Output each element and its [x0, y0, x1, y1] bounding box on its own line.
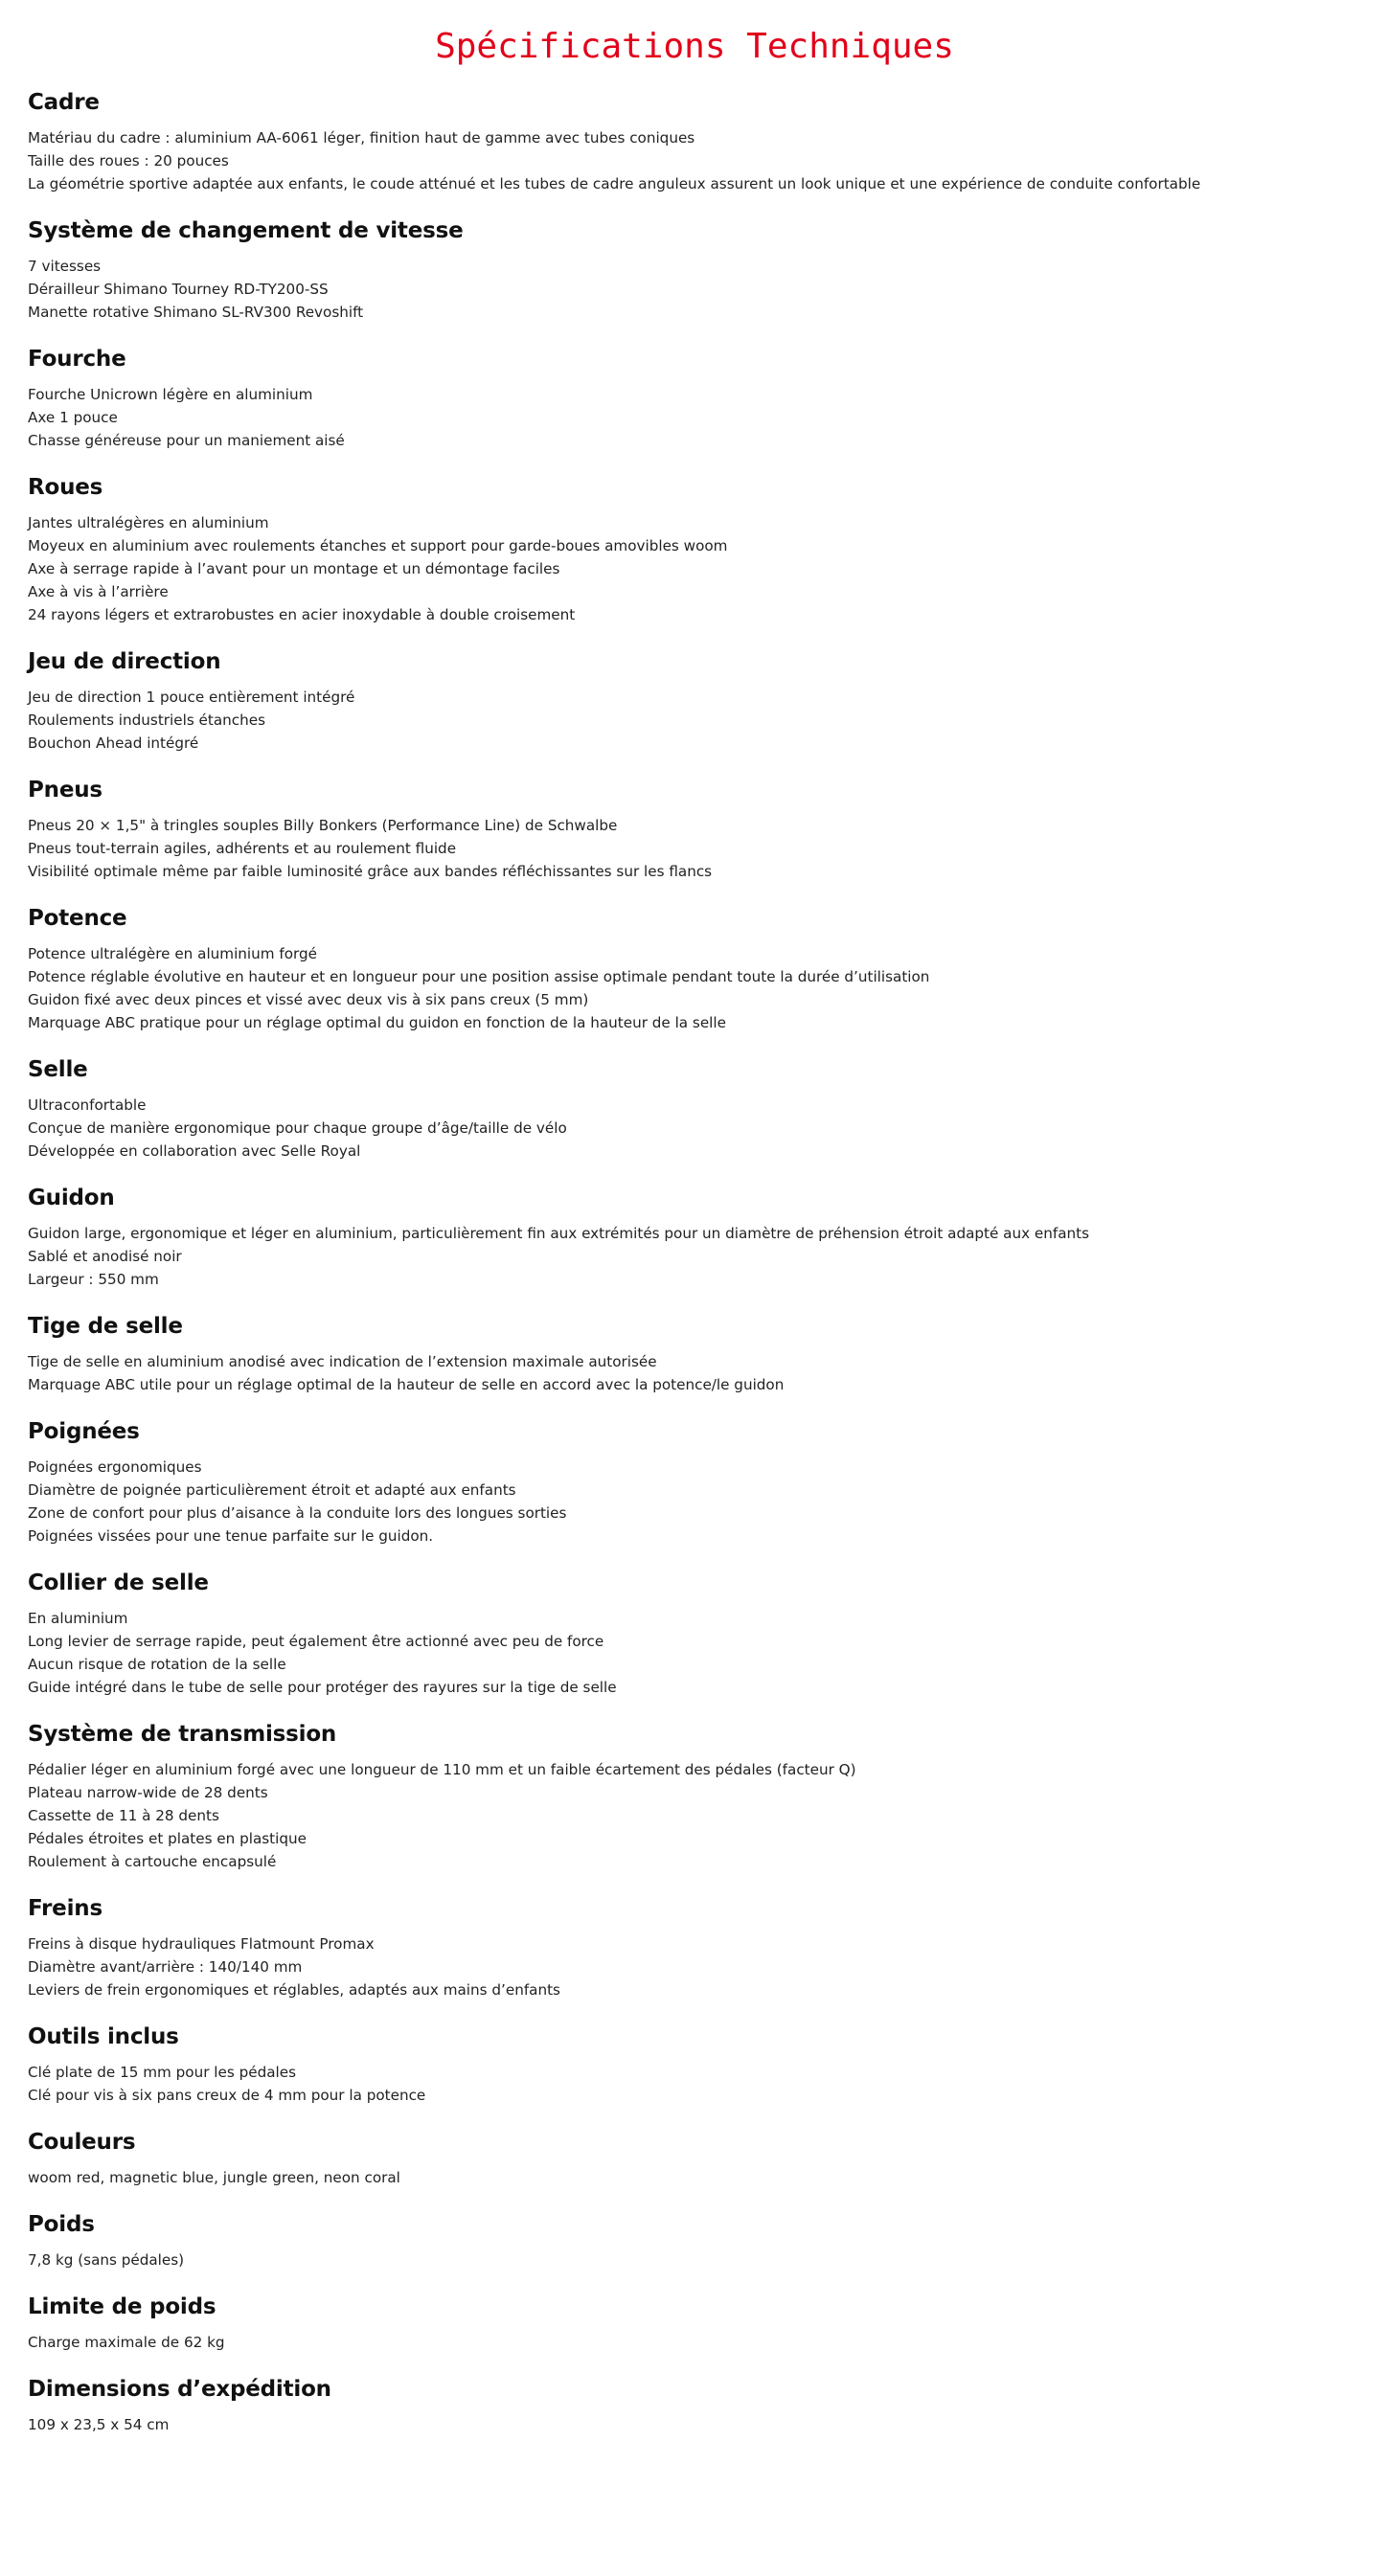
spec-line: Plateau narrow-wide de 28 dents: [28, 1784, 268, 1801]
spec-line: Diamètre de poignée particulièrement étroit et adapté aux enfants: [28, 1481, 516, 1499]
spec-section: [28, 2128, 1361, 2189]
section-heading: Potence: [28, 906, 127, 931]
section-lines: [28, 2413, 1361, 2436]
spec-line: Dérailleur Shimano Tourney RD-TY200-SS: [28, 281, 329, 298]
spec-line: Roulements industriels étanches: [28, 712, 266, 729]
section-lines: [28, 1094, 1361, 1163]
section-lines: [28, 1758, 1361, 1873]
spec-line: Long levier de serrage rapide, peut également être actionné avec peu de force: [28, 1633, 604, 1650]
spec-line: Fourche Unicrown légère en aluminium: [28, 386, 313, 403]
spec-line: Clé plate de 15 mm pour les pédales: [28, 2064, 297, 2081]
spec-line: Taille des roues : 20 pouces: [28, 152, 229, 169]
section-heading: Pneus: [28, 778, 102, 802]
spec-section: [28, 216, 1361, 324]
spec-line: 109 x 23,5 x 54 cm: [28, 2416, 170, 2433]
spec-line: Jantes ultralégères en aluminium: [28, 514, 269, 531]
spec-section: [28, 1569, 1361, 1699]
section-lines: [28, 2166, 1361, 2189]
spec-line: Jeu de direction 1 pouce entièrement intégré: [28, 689, 355, 706]
spec-section: [28, 2375, 1361, 2436]
spec-line: Pédalier léger en aluminium forgé avec une longueur de 110 mm et un faible écartement des pédales (facteur Q): [28, 1761, 856, 1778]
spec-line: Axe à serrage rapide à l’avant pour un montage et un démontage faciles: [28, 560, 560, 577]
section-lines: [28, 1932, 1361, 2001]
spec-section: [28, 1184, 1361, 1291]
section-lines: [28, 2331, 1361, 2354]
section-heading: Fourche: [28, 347, 126, 372]
spec-line: Guide intégré dans le tube de selle pour protéger des rayures sur la tige de selle: [28, 1679, 617, 1696]
section-lines: [28, 255, 1361, 324]
section-lines: [28, 383, 1361, 452]
section-lines: [28, 686, 1361, 755]
spec-line: 7 vitesses: [28, 258, 102, 275]
spec-line: Chasse généreuse pour un maniement aisé: [28, 432, 345, 449]
spec-line: Matériau du cadre : aluminium AA-6061 léger, finition haut de gamme avec tubes coniques: [28, 129, 695, 147]
section-lines: [28, 2061, 1361, 2107]
section-lines: [28, 1607, 1361, 1699]
section-lines: [28, 1222, 1361, 1291]
spec-line: Poignées vissées pour une tenue parfaite sur le guidon.: [28, 1527, 434, 1545]
spec-line: Potence ultralégère en aluminium forgé: [28, 945, 317, 962]
spec-line: Tige de selle en aluminium anodisé avec indication de l’extension maximale autorisée: [28, 1353, 657, 1370]
spec-section: [28, 1894, 1361, 2001]
spec-line: Pédales étroites et plates en plastique: [28, 1830, 307, 1847]
spec-line: Marquage ABC pratique pour un réglage optimal du guidon en fonction de la hauteur de la selle: [28, 1014, 726, 1031]
spec-line: Bouchon Ahead intégré: [28, 734, 199, 752]
spec-section: [28, 345, 1361, 452]
section-heading: Poids: [28, 2212, 95, 2237]
spec-line: Diamètre avant/arrière : 140/140 mm: [28, 1958, 303, 1976]
section-heading: Limite de poids: [28, 2294, 216, 2319]
spec-section: [28, 1312, 1361, 1396]
spec-line: Leviers de frein ergonomiques et réglables, adaptés aux mains d’enfants: [28, 1981, 560, 1999]
section-heading: Freins: [28, 1896, 102, 1921]
section-heading: Selle: [28, 1057, 88, 1082]
section-heading: Jeu de direction: [28, 649, 221, 674]
section-heading: Outils inclus: [28, 2024, 179, 2049]
section-heading: Cadre: [28, 90, 100, 115]
spec-line: Ultraconfortable: [28, 1096, 147, 1114]
section-heading: Roues: [28, 475, 103, 500]
spec-line: Guidon large, ergonomique et léger en aluminium, particulièrement fin aux extrémités pour un diamètre de préhension étroit adapté aux enfants: [28, 1225, 1090, 1242]
spec-section: [28, 776, 1361, 883]
spec-line: Développée en collaboration avec Selle Royal: [28, 1142, 361, 1160]
section-lines: [28, 1456, 1361, 1548]
spec-line: Cassette de 11 à 28 dents: [28, 1807, 219, 1824]
spec-line: En aluminium: [28, 1610, 128, 1627]
section-heading: Dimensions d’expédition: [28, 2377, 331, 2402]
spec-line: Conçue de manière ergonomique pour chaque groupe d’âge/taille de vélo: [28, 1119, 567, 1137]
section-heading: Collier de selle: [28, 1570, 209, 1595]
section-lines: [28, 511, 1361, 626]
spec-sections: [28, 88, 1361, 2436]
spec-line: Pneus tout-terrain agiles, adhérents et au roulement fluide: [28, 840, 457, 857]
spec-line: 24 rayons légers et extrarobustes en acier inoxydable à double croisement: [28, 606, 576, 623]
spec-line: Axe à vis à l’arrière: [28, 583, 169, 600]
spec-line: Zone de confort pour plus d’aisance à la conduite lors des longues sorties: [28, 1504, 567, 1522]
spec-line: Poignées ergonomiques: [28, 1458, 202, 1476]
section-lines: [28, 814, 1361, 883]
spec-line: Charge maximale de 62 kg: [28, 2334, 225, 2351]
spec-line: Guidon fixé avec deux pinces et vissé avec deux vis à six pans creux (5 mm): [28, 991, 589, 1008]
spec-line: woom red, magnetic blue, jungle green, neon coral: [28, 2169, 400, 2186]
spec-section: [28, 473, 1361, 626]
spec-line: Clé pour vis à six pans creux de 4 mm pour la potence: [28, 2087, 426, 2104]
section-heading: Guidon: [28, 1186, 115, 1210]
section-heading: Tige de selle: [28, 1314, 183, 1339]
section-lines: [28, 1350, 1361, 1396]
spec-line: Freins à disque hydrauliques Flatmount Promax: [28, 1935, 375, 1953]
spec-line: Moyeux en aluminium avec roulements étanches et support pour garde-boues amovibles woom: [28, 537, 728, 554]
page-title: Spécifications Techniques: [435, 27, 954, 66]
section-lines: [28, 2248, 1361, 2271]
spec-line: Sablé et anodisé noir: [28, 1248, 182, 1265]
spec-line: Largeur : 550 mm: [28, 1271, 159, 1288]
spec-section: [28, 1055, 1361, 1163]
spec-section: [28, 2022, 1361, 2107]
section-heading: Couleurs: [28, 2130, 136, 2155]
spec-line: Visibilité optimale même par faible luminosité grâce aux bandes réfléchissantes sur les flancs: [28, 863, 713, 880]
spec-line: Aucun risque de rotation de la selle: [28, 1656, 286, 1673]
spec-line: Manette rotative Shimano SL-RV300 Revoshift: [28, 304, 364, 321]
spec-section: [28, 904, 1361, 1034]
section-heading: Système de transmission: [28, 1722, 337, 1747]
spec-line: Potence réglable évolutive en hauteur et en longueur pour une position assise optimale pendant toute la durée d’utilisation: [28, 968, 930, 985]
spec-section: [28, 2293, 1361, 2354]
section-heading: Système de changement de vitesse: [28, 218, 464, 243]
spec-line: 7,8 kg (sans pédales): [28, 2251, 185, 2269]
spec-line: Axe 1 pouce: [28, 409, 118, 426]
spec-line: Marquage ABC utile pour un réglage optimal de la hauteur de selle en accord avec la potence/le guidon: [28, 1376, 785, 1393]
spec-section: [28, 1720, 1361, 1873]
spec-section: [28, 2210, 1361, 2271]
spec-section: [28, 88, 1361, 195]
section-heading: Poignées: [28, 1419, 140, 1444]
spec-line: La géométrie sportive adaptée aux enfants, le coude atténué et les tubes de cadre anguleux assurent un look unique et une expérience de conduite confortable: [28, 175, 1201, 192]
spec-section: [28, 647, 1361, 755]
spec-line: Pneus 20 × 1,5" à tringles souples Billy Bonkers (Performance Line) de Schwalbe: [28, 817, 618, 834]
section-lines: [28, 126, 1361, 195]
section-lines: [28, 942, 1361, 1034]
spec-section: [28, 1417, 1361, 1548]
spec-line: Roulement à cartouche encapsulé: [28, 1853, 277, 1870]
